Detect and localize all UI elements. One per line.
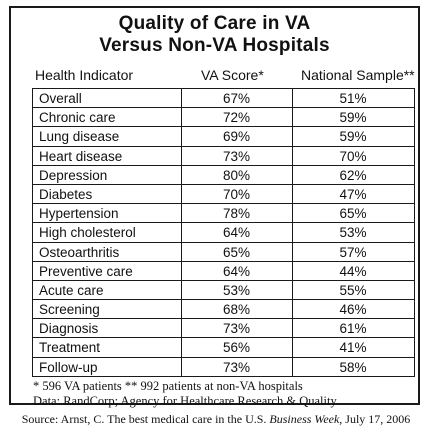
va-score-cell: 73%	[222, 359, 251, 375]
indicator-cell: High cholesterol	[39, 225, 136, 241]
table-row	[33, 89, 414, 108]
indicator-cell: Screening	[39, 302, 100, 318]
data-table	[32, 88, 415, 377]
column-header-health-indicator: Health Indicator	[35, 67, 134, 83]
indicator-cell: Overall	[39, 91, 82, 106]
national-sample-cell: 58%	[339, 359, 367, 375]
va-score-cell: 68%	[222, 302, 251, 318]
national-sample-cell: 47%	[339, 186, 367, 202]
table-row	[33, 166, 414, 185]
national-sample-cell: 41%	[339, 340, 367, 356]
va-score-cell: 65%	[222, 244, 251, 260]
table-header	[31, 67, 415, 87]
source-suffix: , July 17, 2006	[339, 412, 411, 426]
va-score-cell: 64%	[222, 225, 251, 241]
national-sample-cell: 51%	[339, 91, 367, 106]
title-line-2: Versus Non-VA Hospitals	[99, 35, 330, 56]
indicator-cell: Hypertension	[39, 206, 119, 222]
va-score-cell: 64%	[222, 263, 251, 279]
table-frame	[9, 6, 420, 408]
va-score-cell: 70%	[222, 186, 251, 202]
national-sample-cell: 59%	[339, 129, 367, 145]
source-publication: Business Week	[269, 412, 340, 426]
indicator-cell: Treatment	[39, 340, 101, 356]
column-header-national-sample: National Sample**	[301, 67, 415, 83]
indicator-cell: Depression	[39, 167, 108, 183]
indicator-cell: Diabetes	[39, 186, 93, 202]
source-citation	[0, 412, 432, 427]
footnote-data-source: Data: RandCorp; Agency for Healthcare Research & Quality	[33, 394, 337, 408]
national-sample-cell: 62%	[339, 167, 367, 183]
table-row	[33, 243, 414, 262]
table-row	[33, 223, 414, 242]
national-sample-cell: 57%	[339, 244, 367, 260]
national-sample-cell: 70%	[339, 148, 367, 164]
footnote-patients: * 596 VA patients ** 992 patients at non-VA hospitals	[33, 379, 303, 393]
table-title	[11, 13, 418, 57]
national-sample-cell: 55%	[339, 282, 367, 298]
table-row	[33, 204, 414, 223]
va-score-cell: 73%	[222, 148, 251, 164]
table-row	[33, 185, 414, 204]
va-score-cell: 69%	[222, 129, 251, 145]
indicator-cell: Lung disease	[39, 129, 120, 145]
national-sample-cell: 46%	[339, 302, 367, 318]
table-row	[33, 300, 414, 319]
table-row	[33, 147, 414, 166]
indicator-cell: Preventive care	[39, 263, 133, 279]
national-sample-cell: 65%	[339, 206, 367, 222]
footnotes	[33, 379, 337, 409]
indicator-cell: Follow-up	[39, 359, 98, 375]
table-row	[33, 108, 414, 127]
national-sample-cell: 61%	[339, 321, 367, 337]
table-row	[33, 338, 414, 357]
va-score-cell: 56%	[222, 340, 251, 356]
table-row	[33, 358, 414, 377]
va-score-cell: 78%	[222, 206, 251, 222]
national-sample-cell: 59%	[339, 110, 367, 126]
table-body	[33, 89, 414, 377]
source-prefix: Source: Arnst, C. The best medical care in the U.S.	[21, 412, 267, 426]
indicator-cell: Chronic care	[39, 110, 116, 126]
table-row	[33, 281, 414, 300]
indicator-cell: Diagnosis	[39, 321, 99, 337]
indicator-cell: Heart disease	[39, 148, 123, 164]
va-score-cell: 53%	[222, 282, 251, 298]
table-row	[33, 127, 414, 146]
table-row	[33, 262, 414, 281]
national-sample-cell: 53%	[339, 225, 367, 241]
va-score-cell: 80%	[222, 167, 251, 183]
national-sample-cell: 44%	[339, 263, 367, 279]
column-header-va-score: VA Score*	[201, 67, 264, 83]
va-score-cell: 67%	[222, 91, 251, 106]
va-score-cell: 73%	[222, 321, 251, 337]
title-line-1: Quality of Care in VA	[118, 13, 311, 34]
va-score-cell: 72%	[222, 110, 251, 126]
indicator-cell: Acute care	[39, 282, 104, 298]
indicator-cell: Osteoarthritis	[39, 244, 120, 260]
table-row	[33, 319, 414, 338]
